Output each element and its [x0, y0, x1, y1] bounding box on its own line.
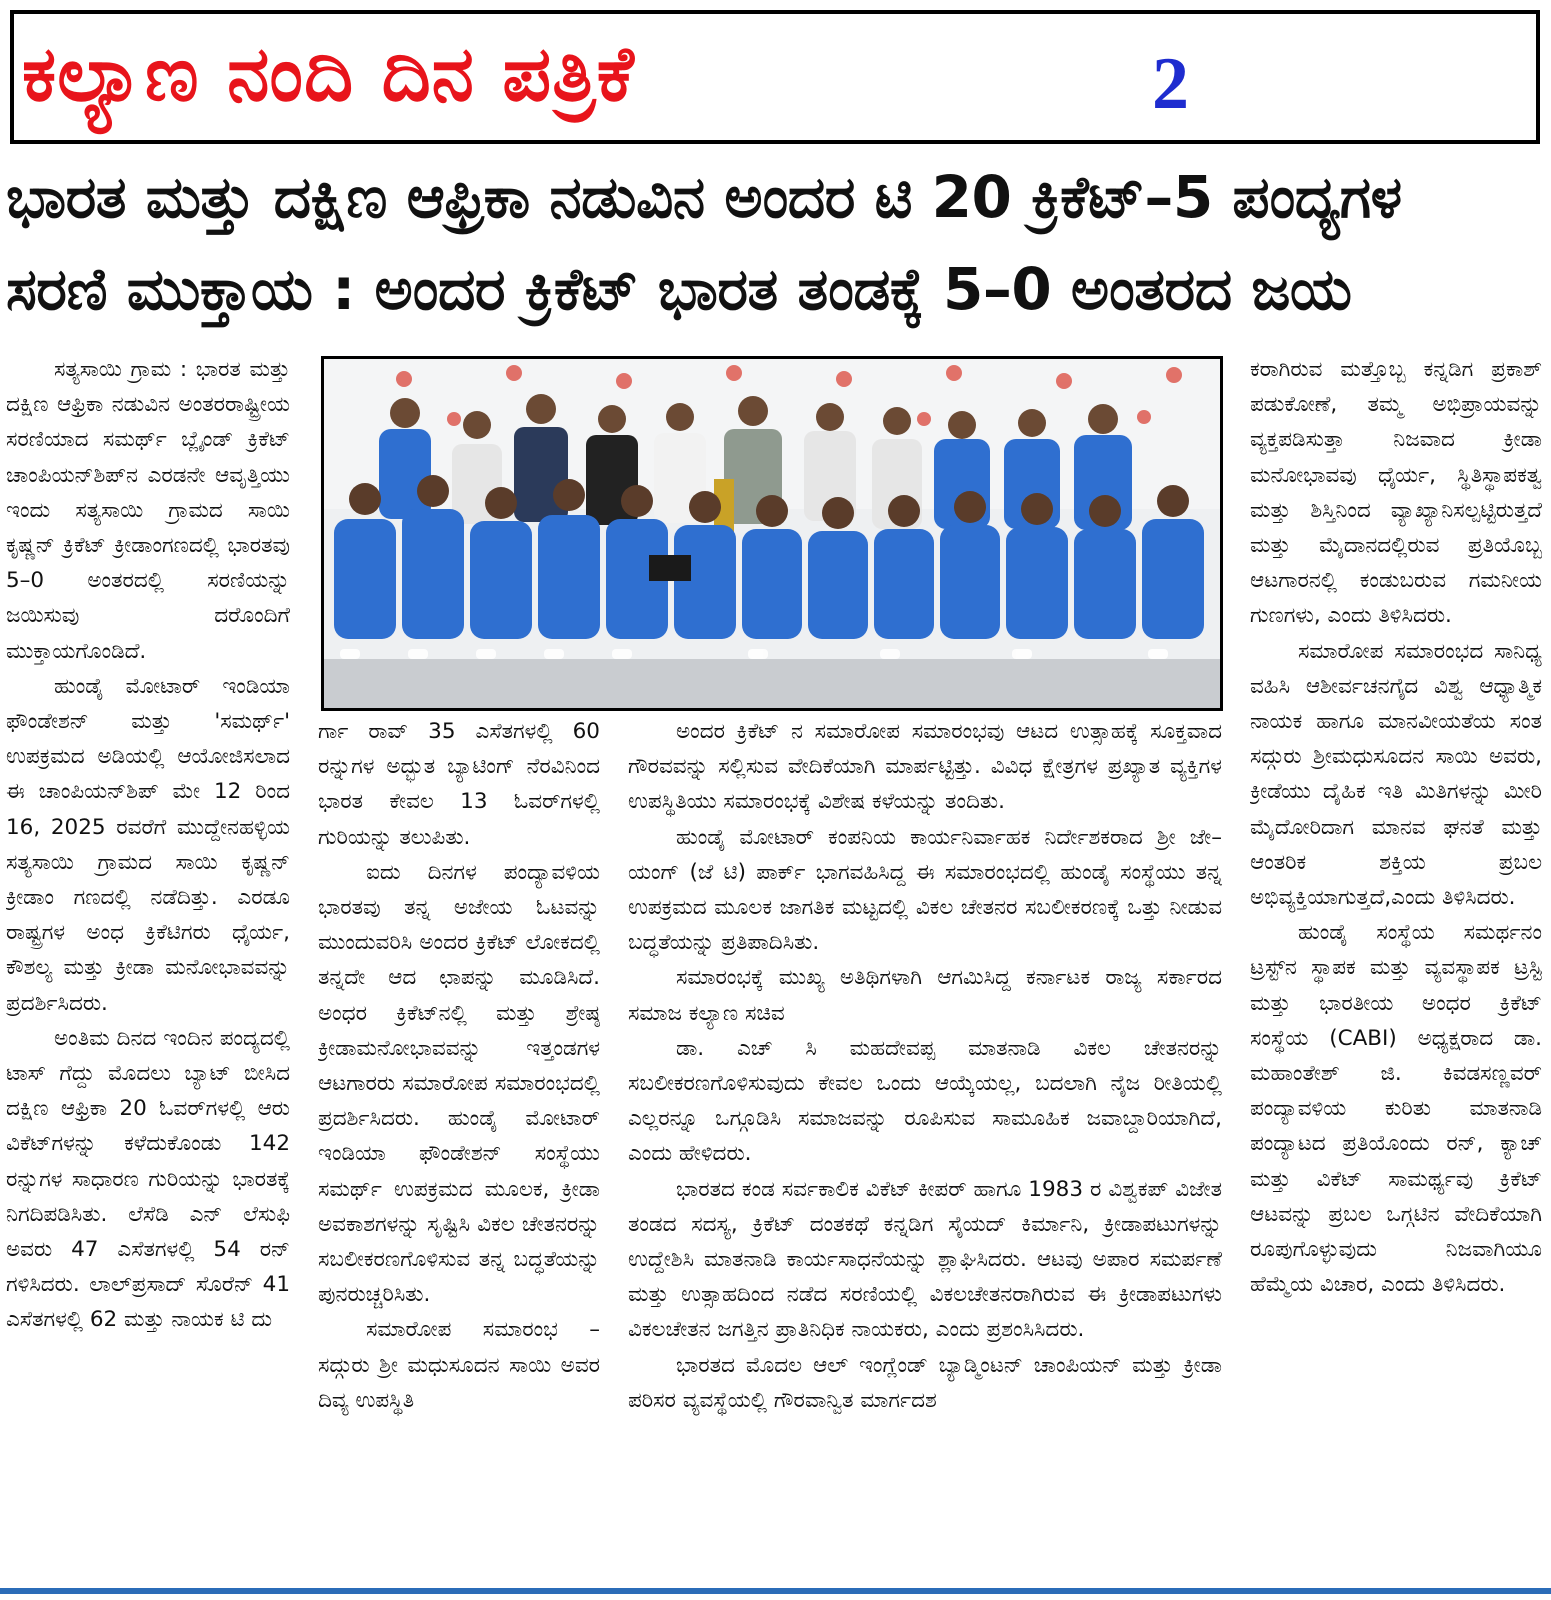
paragraph: ಐದು ದಿನಗಳ ಪಂದ್ಯಾವಳಿಯ ಭಾರತವು ತನ್ನ ಅಜೇಯ ಓಟವನ್ನು ಮುಂದುವರಿಸಿ ಅಂದರ ಕ್ರಿಕೆಟ್ ಲೋಕದಲ್ಲಿ ತನ್ನದೇ ಆದ ಛಾಪನ್ನು ಮೂಡಿಸಿದೆ. ಅಂಧರ ಕ್ರಿಕೆಟ್‌ನಲ್ಲಿ ಮತ್ತು ಶ್ರೇಷ್ಠ ಕ್ರೀಡಾಮನೋಭಾವವನ್ನು ಇತ್ತಂಡಗಳ ಆಟಗಾರರು ಸಮಾರೋಪ ಸಮಾರಂಭದಲ್ಲಿ ಪ್ರದರ್ಶಿಸಿದರು. ಹುಂಡೈ ಮೋಟಾರ್ ಇಂಡಿಯಾ ಫೌಂಡೇಶನ್ ಸಂಸ್ಥೆಯು ಸಮರ್ಥ್ ಉಪಕ್ರಮದ ಮೂಲಕ, ಕ್ರೀಡಾ ಅವಕಾಶಗಳನ್ನು ಸೃಷ್ಟಿಸಿ ವಿಕಲ ಚೇತನರನ್ನು ಸಬಲೀಕರಣಗೊಳಿಸುವ ತನ್ನ ಬದ್ಧತೆಯನ್ನು ಪುನರುಚ್ಚರಿಸಿತು.	[318, 859, 600, 1308]
paragraph: ಅಂತಿಮ ದಿನದ ಇಂದಿನ ಪಂದ್ಯದಲ್ಲಿ ಟಾಸ್ ಗೆದ್ದು ಮೊದಲು ಬ್ಯಾಟ್ ಬೀಸಿದ ದಕ್ಷಿಣ ಆಫ್ರಿಕಾ 20 ಓವರ್‌ಗಳಲ್ಲಿ ಆರು ವಿಕೆಟ್‌ಗಳನ್ನು ಕಳೆದುಕೊಂಡು 142 ರನ್ನುಗಳ ಸಾಧಾರಣ ಗುರಿಯನ್ನು ಭಾರತಕ್ಕೆ ನಿಗದಿಪಡಿಸಿತು. ಲೆಸೆಡಿ ಎನ್ ಲೆಸುಫಿ ಅವರು 47 ಎಸೆತಗಳಲ್ಲಿ 54 ರನ್ ಗಳಿಸಿದರು. ಲಾಲ್‌ಪ್ರಸಾದ್ ಸೊರೆನ್ 41 ಎಸೆತಗಳಲ್ಲಿ 62 ಮತ್ತು ನಾಯಕ ಟಿ ದು	[6, 1025, 290, 1333]
page-number: 2	[1152, 43, 1189, 125]
paragraph: ಡಾ. ಎಚ್ ಸಿ ಮಹದೇವಪ್ಪ ಮಾತನಾಡಿ ವಿಕಲ ಚೇತನರನ್ನು ಸಬಲೀಕರಣಗೊಳಿಸುವುದು ಕೇವಲ ಒಂದು ಆಯ್ಕೆಯಲ್ಲ, ಬದಲಾಗಿ ನೈಜ ರೀತಿಯಲ್ಲಿ ಎಲ್ಲರನ್ನೂ ಒಗ್ಗೂಡಿಸಿ ಸಮಾಜವನ್ನು ರೂಪಿಸುವ ಸಾಮೂಹಿಕ ಜವಾಬ್ದಾರಿಯಾಗಿದೆ, ಎಂದು ಹೇಳಿದರು.	[628, 1035, 1222, 1167]
paragraph: ಹುಂಡೈ ಮೋಟಾರ್ ಕಂಪನಿಯ ಕಾರ್ಯನಿರ್ವಾಹಕ ನಿರ್ದೇಶಕರಾದ ಶ್ರೀ ಜೇ–ಯಂಗ್ (ಜೆ ಟಿ) ಪಾರ್ಕ್ ಭಾಗವಹಿಸಿದ್ದ ಈ ಸಮಾರಂಭದಲ್ಲಿ ಹುಂಡೈ ಸಂಸ್ಥೆಯು ತನ್ನ ಉಪಕ್ರಮದ ಮೂಲಕ ಜಾಗತಿಕ ಮಟ್ಟದಲ್ಲಿ ವಿಕಲ ಚೇತನರ ಸಬಲೀಕರಣಕ್ಕೆ ಒತ್ತು ನೀಡುವ ಬದ್ಧತೆಯನ್ನು ಪ್ರತಿಪಾದಿಸಿತು.	[628, 824, 1222, 956]
newspaper-title: ಕಲ್ಯಾಣ ನಂದಿ ದಿನ ಪತ್ರಿಕೆ	[22, 29, 635, 118]
paragraph: ಹುಂಡೈ ಸಂಸ್ಥೆಯ ಸಮರ್ಥನಂ ಟ್ರಸ್ಟ್‌ನ ಸ್ಥಾಪಕ ಮತ್ತು ವ್ಯವಸ್ಥಾಪಕ ಟ್ರಸ್ಟಿ ಮತ್ತು ಭಾರತೀಯ ಅಂಧರ ಕ್ರಿಕೆಟ್ ಸಂಸ್ಥೆಯ (CABI) ಅಧ್ಯಕ್ಷರಾದ ಡಾ. ಮಹಾಂತೇಶ್ ಜಿ. ಕಿವಡಸಣ್ಣವರ್ ಪಂದ್ಯಾವಳಿಯ ಕುರಿತು ಮಾತನಾಡಿ ಪಂದ್ಯಾಟದ ಪ್ರತಿಯೊಂದು ರನ್, ಕ್ಯಾಚ್ ಮತ್ತು ವಿಕೆಟ್ ಸಾಮರ್ಥ್ಯವು ಕ್ರಿಕೆಟ್ ಆಟವನ್ನು ಪ್ರಬಲ ಒಗ್ಗಟಿನ ವೇದಿಕೆಯಾಗಿ ರೂಪುಗೊಳ್ಳುವುದು ನಿಜವಾಗಿಯೂ ಹೆಮ್ಮೆಯ ವಿಚಾರ, ಎಂದು ತಿಳಿಸಿದರು.	[1250, 920, 1542, 1298]
headline-line-1: ಭಾರತ ಮತ್ತು ದಕ್ಷಿಣ ಆಫ್ರಿಕಾ ನಡುವಿನ ಅಂದರ ಟಿ 20 ಕ್ರಿಕೆಟ್–5 ಪಂದ್ಯಗಳ	[6, 163, 1402, 231]
masthead	[10, 10, 1540, 144]
paragraph: ಅಂದರ ಕ್ರಿಕೆಟ್ ನ ಸಮಾರೋಪ ಸಮಾರಂಭವು ಆಟದ ಉತ್ಸಾಹಕ್ಕೆ ಸೂಕ್ತವಾದ ಗೌರವವನ್ನು ಸಲ್ಲಿಸುವ ವೇದಿಕೆಯಾಗಿ ಮಾರ್ಪಟ್ಟಿತ್ತು. ವಿವಿಧ ಕ್ಷೇತ್ರಗಳ ಪ್ರಖ್ಯಾತ ವ್ಯಕ್ತಿಗಳ ಉಪಸ್ಥಿತಿಯು ಸಮಾರಂಭಕ್ಕೆ ವಿಶೇಷ ಕಳೆಯನ್ನು ತಂದಿತು.	[628, 719, 1222, 815]
article-column-1	[6, 352, 290, 1577]
article-column-2	[318, 714, 600, 1578]
paragraph: ಸಮಾರಂಭಕ್ಕೆ ಮುಖ್ಯ ಅತಿಥಿಗಳಾಗಿ ಆಗಮಿಸಿದ್ದ ಕರ್ನಾಟಕ ರಾಜ್ಯ ಸರ್ಕಾರದ ಸಮಾಜ ಕಲ್ಯಾಣ ಸಚಿವ	[628, 965, 1222, 1026]
paragraph: ಹುಂಡೈ ಮೋಟಾರ್ ಇಂಡಿಯಾ ಫೌಂಡೇಶನ್ ಮತ್ತು 'ಸಮರ್ಥ್' ಉಪಕ್ರಮದ ಅಡಿಯಲ್ಲಿ ಆಯೋಜಿಸಲಾದ ಈ ಚಾಂಪಿಯನ್‌ಶಿಪ್ ಮೇ 12 ರಿಂದ 16, 2025 ರವರೆಗೆ ಮುದ್ದೇನಹಳ್ಳಿಯ ಸತ್ಯಸಾಯಿ ಗ್ರಾಮದ ಸಾಯಿ ಕೃಷ್ಣನ್ ಕ್ರೀಡಾಂ ಗಣದಲ್ಲಿ ನಡೆದಿತ್ತು. ಎರಡೂ ರಾಷ್ಟ್ರಗಳ ಅಂಧ ಕ್ರಿಕೆಟಿಗರು ಧೈರ್ಯ, ಕೌಶಲ್ಯ ಮತ್ತು ಕ್ರೀಡಾ ಮನೋಭಾವವನ್ನು ಪ್ರದರ್ಶಿಸಿದರು.	[6, 673, 290, 1016]
paragraph: ಸಮಾರೋಪ ಸಮಾರಂಭದ ಸಾನಿಧ್ಯ ವಹಿಸಿ ಆಶೀರ್ವಚನಗೈದ ವಿಶ್ವ ಆಧ್ಯಾತ್ಮಿಕ ನಾಯಕ ಹಾಗೂ ಮಾನವೀಯತೆಯ ಸಂತ ಸದ್ಗುರು ಶ್ರೀಮಧುಸೂದನ ಸಾಯಿ ಅವರು, ಕ್ರೀಡೆಯು ದೈಹಿಕ ಇತಿ ಮಿತಿಗಳನ್ನು ಮೀರಿ ಮೈದೋರಿದಾಗ ಮಾನವ ಘನತೆ ಮತ್ತು ಆಂತರಿಕ ಶಕ್ತಿಯ ಪ್ರಬಲ ಅಭಿವ್ಯಕ್ತಿಯಾಗುತ್ತದೆ,ಎಂದು ತಿಳಿಸಿದರು.	[1250, 638, 1542, 911]
headline-line-2: ಸರಣಿ ಮುಕ್ತಾಯ : ಅಂದರ ಕ್ರಿಕೆಟ್ ಭಾರತ ತಂಡಕ್ಕೆ 5–0 ಅಂತರದ ಜಯ	[6, 255, 1352, 323]
paragraph: ಕರಾಗಿರುವ ಮತ್ತೊಬ್ಬ ಕನ್ನಡಿಗ ಪ್ರಕಾಶ್ ಪಡುಕೋಣೆ, ತಮ್ಮ ಅಭಿಪ್ರಾಯವನ್ನು ವ್ಯಕ್ತಪಡಿಸುತ್ತಾ ನಿಜವಾದ ಕ್ರೀಡಾ ಮನೋಭಾವವು ಧೈರ್ಯ, ಸ್ಥಿತಿಸ್ಥಾಪಕತ್ವ ಮತ್ತು ಶಿಸ್ತಿನಿಂದ ವ್ಯಾಖ್ಯಾನಿಸಲ್ಪಟ್ಟಿರುತ್ತದೆ ಮತ್ತು ಮೈದಾನದಲ್ಲಿರುವ ಪ್ರತಿಯೊಬ್ಬ ಆಟಗಾರನಲ್ಲಿ ಕಂಡುಬರುವ ಗಮನೀಯ ಗುಣಗಳು, ಎಂದು ತಿಳಿಸಿದರು.	[1250, 357, 1542, 629]
paragraph: ಭಾರತದ ಕಂಡ ಸರ್ವಕಾಲಿಕ ವಿಕೆಟ್ ಕೀಪರ್ ಹಾಗೂ 1983 ರ ವಿಶ್ವಕಪ್ ವಿಜೇತ ತಂಡದ ಸದಸ್ಯ, ಕ್ರಿಕೆಟ್ ದಂತಕಥೆ ಕನ್ನಡಿಗ ಸೈಯದ್ ಕಿರ್ಮಾನಿ, ಕ್ರೀಡಾಪಟುಗಳನ್ನು ಉದ್ದೇಶಿಸಿ ಮಾತನಾಡಿ ಕಾರ್ಯಸಾಧನೆಯನ್ನು ಶ್ಲಾಘಿಸಿದರು. ಆಟವು ಅಪಾರ ಸಮರ್ಪಣೆ ಮತ್ತು ಉತ್ಸಾಹದಿಂದ ನಡೆದ ಸರಣಿಯಲ್ಲಿ ವಿಕಲಚೇತನರಾಗಿರುವ ಈ ಕ್ರೀಡಾಪಟುಗಳು ವಿಕಲಚೇತನ ಜಗತ್ತಿನ ಪ್ರಾತಿನಿಧಿಕ ನಾಯಕರು, ಎಂದು ಪ್ರಶಂಸಿಸಿದರು.	[628, 1176, 1222, 1343]
article-column-3	[628, 714, 1222, 1578]
team-photo-illustration	[324, 359, 1220, 708]
team-photo	[321, 356, 1223, 711]
bottom-rule	[0, 1588, 1551, 1594]
article-column-4	[1250, 352, 1542, 1577]
paragraph: ಸತ್ಯಸಾಯಿ ಗ್ರಾಮ : ಭಾರತ ಮತ್ತು ದಕ್ಷಿಣ ಆಫ್ರಿಕಾ ನಡುವಿನ ಅಂತರರಾಷ್ಟ್ರೀಯ ಸರಣಿಯಾದ ಸಮರ್ಥ್ ಬ್ಲೈಂಡ್ ಕ್ರಿಕೆಟ್ ಚಾಂಪಿಯನ್‌ಶಿಪ್‌ನ ಎರಡನೇ ಆವೃತ್ತಿಯು ಇಂದು ಸತ್ಯಸಾಯಿ ಗ್ರಾಮದ ಸಾಯಿ ಕೃಷ್ಣನ್ ಕ್ರಿಕೆಟ್ ಕ್ರೀಡಾಂಗಣದಲ್ಲಿ ಭಾರತವು 5–0 ಅಂತರದಲ್ಲಿ ಸರಣಿಯನ್ನು ಜಯಿಸುವು ದರೊಂದಿಗೆ ಮುಕ್ತಾಯಗೊಂಡಿದೆ.	[6, 357, 290, 664]
paragraph: ಸಮಾರೋಪ ಸಮಾರಂಭ – ಸದ್ಗುರು ಶ್ರೀ ಮಧುಸೂದನ ಸಾಯಿ ಅವರ ದಿವ್ಯ ಉಪಸ್ಥಿತಿ	[318, 1317, 600, 1413]
paragraph: ರ್ಗಾ ರಾವ್ 35 ಎಸೆತಗಳಲ್ಲಿ 60 ರನ್ನುಗಳ ಅದ್ಭುತ ಬ್ಯಾಟಿಂಗ್ ನೆರವಿನಿಂದ ಭಾರತ ಕೇವಲ 13 ಓವರ್‌ಗಳಲ್ಲಿ ಗುರಿಯನ್ನು ತಲುಪಿತು.	[318, 719, 600, 850]
paragraph: ಭಾರತದ ಮೊದಲ ಆಲ್ ಇಂಗ್ಲೆಂಡ್ ಬ್ಯಾಡ್ಮಿಂಟನ್ ಚಾಂಪಿಯನ್ ಮತ್ತು ಕ್ರೀಡಾ ಪರಿಸರ ವ್ಯವಸ್ಥೆಯಲ್ಲಿ ಗೌರವಾನ್ವಿತ ಮಾರ್ಗದಶ	[628, 1352, 1222, 1413]
